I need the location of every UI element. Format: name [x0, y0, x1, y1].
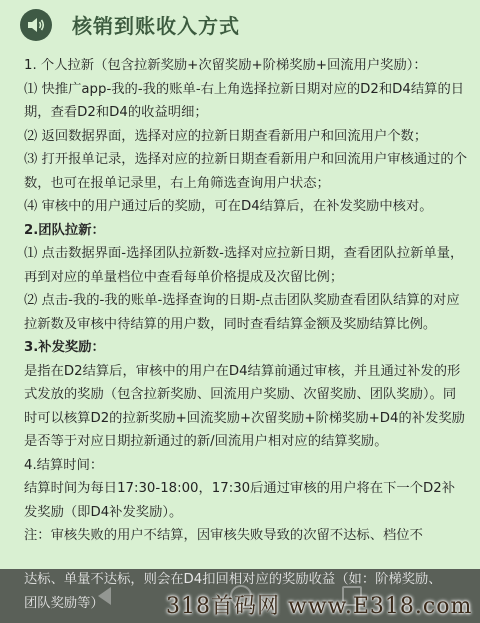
section-3-title: 3.补发奖励：: [24, 340, 105, 355]
site-watermark: 318首码网 www.E318.com: [166, 594, 473, 619]
section-4-title: 4.结算时间：: [24, 457, 104, 473]
section-1-step-2: ⑵ 返回数据界面，选择对应的拉新日期查看新用户和回流用户个数；: [24, 128, 428, 144]
note-line-1: 注：审核失败的用户不结算，因审核失败导致的次留不达标、档位不: [24, 528, 423, 543]
section-3-text: 是指在D2结算后，审核中的用户在D4结算前通过审核，并且通过补发的形式发放的奖励（包含拉新奖励、回流用户奖励、次留奖励、团队奖励）。同时可以核算D2的拉新奖励+回流奖励+次留奖励+阶梯奖励+D4的补发奖励是否等于对应日期拉新通过的新/回流用户相对应的结算奖励。: [24, 363, 465, 449]
note-line-2: 达标、单量不达标，则会在D4扣回相对应的奖励收益（如：阶梯奖励、: [24, 572, 442, 587]
header: [0, 0, 480, 48]
page-title: 核销到账收入方式: [72, 14, 240, 38]
section-1-step-1: ⑴ 快推广app-我的-我的账单-右上角选择拉新日期对应的D2和D4结算的日期，查看D2和D4的收益明细；: [24, 81, 465, 120]
article-body: [24, 54, 468, 548]
section-1-step-3: ⑶ 打开报单记录，选择对应的拉新日期查看新用户和回流用户审核通过的个数，也可在报单记录里，右上角筛选查询用户状态；: [24, 152, 468, 191]
section-2-step-1: ⑴ 点击数据界面-选择团队拉新数-选择对应拉新日期，查看团队拉新单量，再到对应的单量档位中查看每单价格提成及次留比例；: [24, 246, 464, 285]
section-1-step-4: ⑷ 审核中的用户通过后的奖励，可在D4结算后，在补发奖励中核对。: [24, 199, 433, 214]
section-1-title: 1. 个人拉新（包含拉新奖励+次留奖励+阶梯奖励+回流用户奖励）：: [24, 58, 427, 73]
section-4-text: 结算时间为每日17:30-18:00，17:30后通过审核的用户将在下一个D2补发奖励（即D4补发奖励）。: [24, 481, 455, 520]
note-line-3: 团队奖励等）: [24, 595, 104, 611]
section-2-title: 2.团队拉新：: [24, 222, 105, 238]
speaker-icon: [20, 9, 52, 41]
section-2-step-2: ⑵ 点击-我的-我的账单-选择查询的日期-点击团队奖励查看团队结算的对应拉新数及审核中待结算的用户数，同时查看结算金额及奖励结算比例。: [24, 293, 460, 332]
